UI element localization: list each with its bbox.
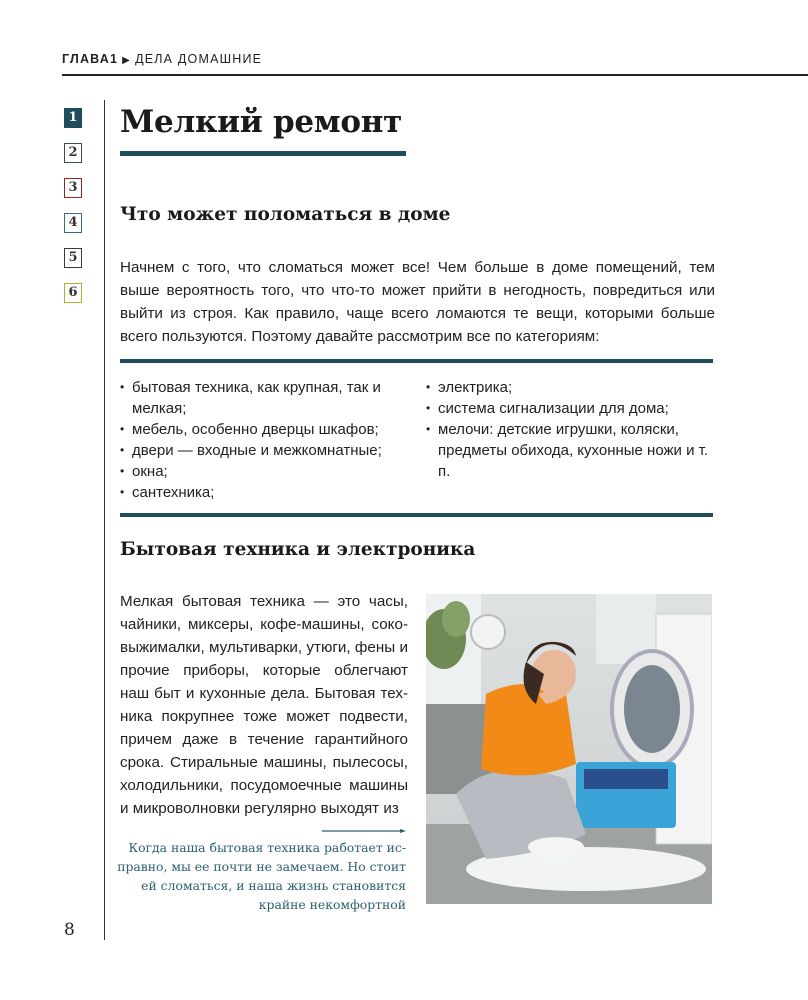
page-number: 8	[64, 920, 75, 940]
right-triangle-icon: ▶	[122, 55, 132, 66]
list-bottom-divider	[120, 513, 713, 517]
header-chapter: ГЛАВА1	[62, 52, 119, 66]
margin-note: Когда наша бытовая техника работает исправно, мы ее почти не замечаем. Но стоит ей сломаться, и наша жизнь становится крайне некомфортной	[117, 840, 406, 912]
header-divider	[62, 74, 808, 76]
list-top-divider	[120, 359, 713, 363]
chapter-nav-item-6: 6	[64, 283, 82, 303]
chapter-nav-item-1: 1	[64, 108, 82, 128]
list-item: • мебель, особенно дверцы шкафов;	[120, 419, 410, 440]
list-item: • окна;	[120, 461, 410, 482]
laundry-photo	[426, 594, 712, 904]
list-item: • система сигнализации для дома;	[426, 398, 716, 419]
list-item: • сантехника;	[120, 482, 410, 503]
section1-heading: Что может поломаться в доме	[120, 204, 451, 225]
page-title: Мелкий ремонт	[120, 104, 403, 140]
list-item: • мелочи: детские игрушки, коляски, предметы обихода, кухонные ножи и т. п.	[426, 419, 716, 482]
photo-illustration	[426, 594, 712, 904]
chapter-nav	[64, 108, 82, 318]
section2-body: Мелкая бытовая техника — это часы, чайники, миксеры, кофе-машины, соковыжималки, мультиварки, утюги, фены и прочие приборы, которые облегчают наш быт и кухонные дела. Бытовая техника покрупнее тоже может подвести, причем даже в течение гарантийного срока. Стиральные машины, пылесосы, холодильники, посудомоечные машины и микроволновки регулярно выходят из	[120, 593, 408, 817]
section2-heading: Бытовая техника и электроника	[120, 539, 476, 560]
chapter-nav-item-2: 2	[64, 143, 82, 163]
header-section: ДЕЛА ДОМАШНИЕ	[135, 52, 263, 66]
title-underline	[120, 151, 406, 156]
category-list-right	[426, 377, 716, 482]
section1-intro: Начнем с того, что сломаться может все! Чем больше в доме помещений, тем выше вероятность того, что что-то может прийти в негодность, повредиться или выйти из строя. Как правило, чаще всего ломаются те вещи, которыми больше всего пользуются. Поэтому давайте рассмотрим все по категориям:	[120, 259, 715, 345]
category-list-left	[120, 377, 410, 503]
chapter-nav-item-4: 4	[64, 213, 82, 233]
list-item: • двери — входные и межкомнатные;	[120, 440, 410, 461]
chapter-nav-item-3: 3	[64, 178, 82, 198]
list-item: • электрика;	[426, 377, 716, 398]
margin-rule	[104, 100, 105, 940]
running-header	[62, 52, 262, 66]
arrow-right-icon	[322, 829, 406, 833]
list-item: • бытовая техника, как крупная, так и мелкая;	[120, 377, 410, 419]
chapter-nav-item-5: 5	[64, 248, 82, 268]
